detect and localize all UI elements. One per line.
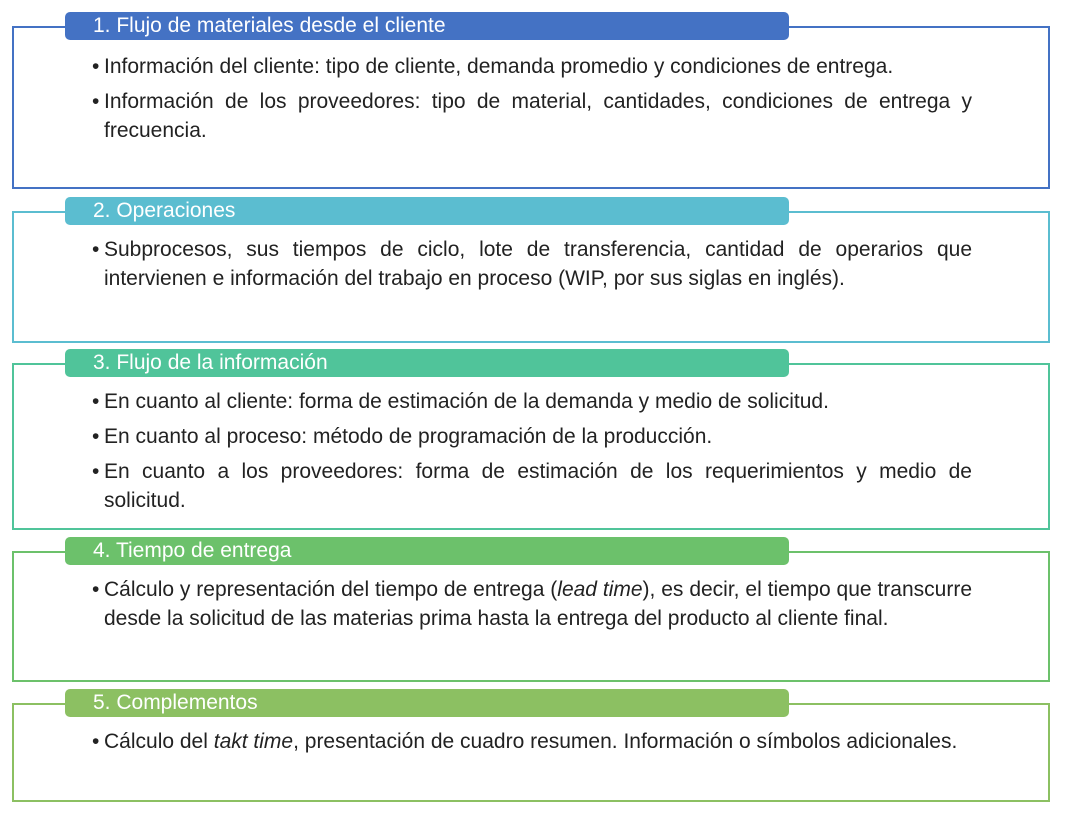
list-item	[92, 52, 972, 81]
item-text-after: ), es decir, el tiempo que transcurre desde la solicitud de las materias prima hasta la entrega del producto al cliente final.	[104, 578, 972, 630]
section-title: 3. Flujo de la información	[65, 349, 789, 377]
bullet-icon: •	[92, 390, 100, 413]
bullet-icon: •	[92, 90, 100, 113]
item-list	[92, 387, 972, 521]
section-operations	[12, 197, 1050, 343]
item-text: En cuanto al cliente: forma de estimación de la demanda y medio de solicitud.	[104, 390, 829, 413]
section-title: 5. Complementos	[65, 689, 789, 717]
item-text: En cuanto a los proveedores: forma de estimación de los requerimientos y medio de solicitud.	[104, 460, 972, 512]
item-text: Subprocesos, sus tiempos de ciclo, lote de transferencia, cantidad de operarios que intervienen e información del trabajo en proceso (WIP, por sus siglas en inglés).	[104, 238, 972, 290]
item-text-before: Cálculo y representación del tiempo de entrega (	[104, 578, 558, 601]
bullet-icon: •	[92, 238, 100, 261]
list-item	[92, 87, 972, 145]
section-material-flow	[12, 12, 1050, 189]
section-title: 1. Flujo de materiales desde el cliente	[65, 12, 789, 40]
item-text-italic: lead time	[557, 578, 643, 601]
item-text: Información de los proveedores: tipo de material, cantidades, condiciones de entrega y frecuencia.	[104, 90, 972, 142]
item-text: En cuanto al proceso: método de programación de la producción.	[104, 425, 713, 448]
bullet-icon: •	[92, 578, 100, 601]
section-title: 4. Tiempo de entrega	[65, 537, 789, 565]
bullet-icon: •	[92, 425, 100, 448]
bullet-icon: •	[92, 55, 100, 78]
section-information-flow	[12, 349, 1050, 530]
item-list	[92, 575, 972, 639]
list-item	[92, 575, 972, 633]
section-complements	[12, 689, 1050, 802]
list-item	[92, 235, 972, 293]
item-list	[92, 52, 972, 151]
section-lead-time	[12, 537, 1050, 682]
item-list	[92, 235, 972, 299]
list-item	[92, 422, 972, 451]
item-list	[92, 727, 972, 762]
item-text-italic: takt time	[213, 730, 294, 753]
item-text-before: Cálculo del	[104, 730, 214, 753]
section-title: 2. Operaciones	[65, 197, 789, 225]
bullet-icon: •	[92, 730, 100, 753]
list-item	[92, 387, 972, 416]
list-item	[92, 727, 972, 756]
item-text-after: , presentación de cuadro resumen. Información o símbolos adicionales.	[293, 730, 958, 753]
bullet-icon: •	[92, 460, 100, 483]
list-item	[92, 457, 972, 515]
item-text: Información del cliente: tipo de cliente, demanda promedio y condiciones de entrega.	[104, 55, 894, 78]
